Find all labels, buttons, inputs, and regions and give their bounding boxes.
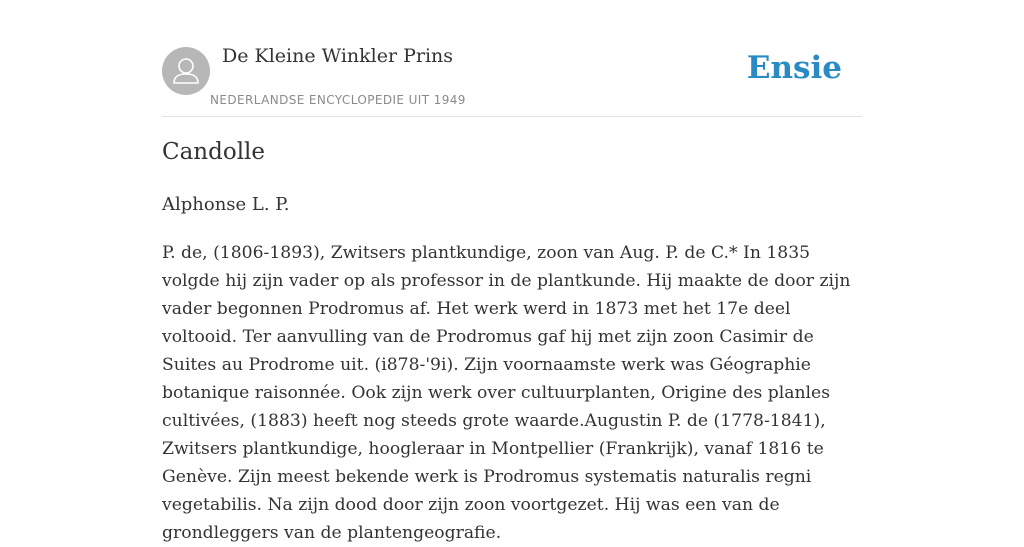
avatar[interactable] xyxy=(162,47,210,95)
source-header xyxy=(162,0,862,117)
user-icon xyxy=(162,47,210,95)
article-title: Candolle xyxy=(162,139,266,165)
source-title[interactable]: De Kleine Winkler Prins xyxy=(222,45,454,67)
article-subject: Alphonse L. P. xyxy=(162,194,290,215)
source-subtitle: NEDERLANDSE ENCYCLOPEDIE UIT 1949 xyxy=(210,93,466,107)
article-body: P. de, (1806-1893), Zwitsers plantkundige, zoon van Aug. P. de C.* In 1835 volgde hij zijn vader op als professor in de plantkunde. Hij maakte de door zijn vader begonnen Prodromus af. Het werk werd in 1873 met het 17e deel voltooid. Ter aanvulling van de Prodromus gaf hij met zijn zoon Casimir de Suites au Prodrome uit. (i878-'9i). Zijn voornaamste werk was Géographie botanique raisonnée. Ook zijn werk over cultuurplanten, Origine des planles cultivées, (1883) heeft nog steeds grote waarde.Augustin P. de (1778-1841), Zwitsers plantkundige, hoogleraar in Montpellier (Frankrijk), vanaf 1816 te Genève. Zijn meest bekende werk is Prodromus systematis naturalis regni vegetabilis. Na zijn dood door zijn zoon voortgezet. Hij was een van de grondleggers van de plantengeografie. xyxy=(162,243,851,543)
brand-logo-link[interactable]: Ensie xyxy=(746,50,842,86)
